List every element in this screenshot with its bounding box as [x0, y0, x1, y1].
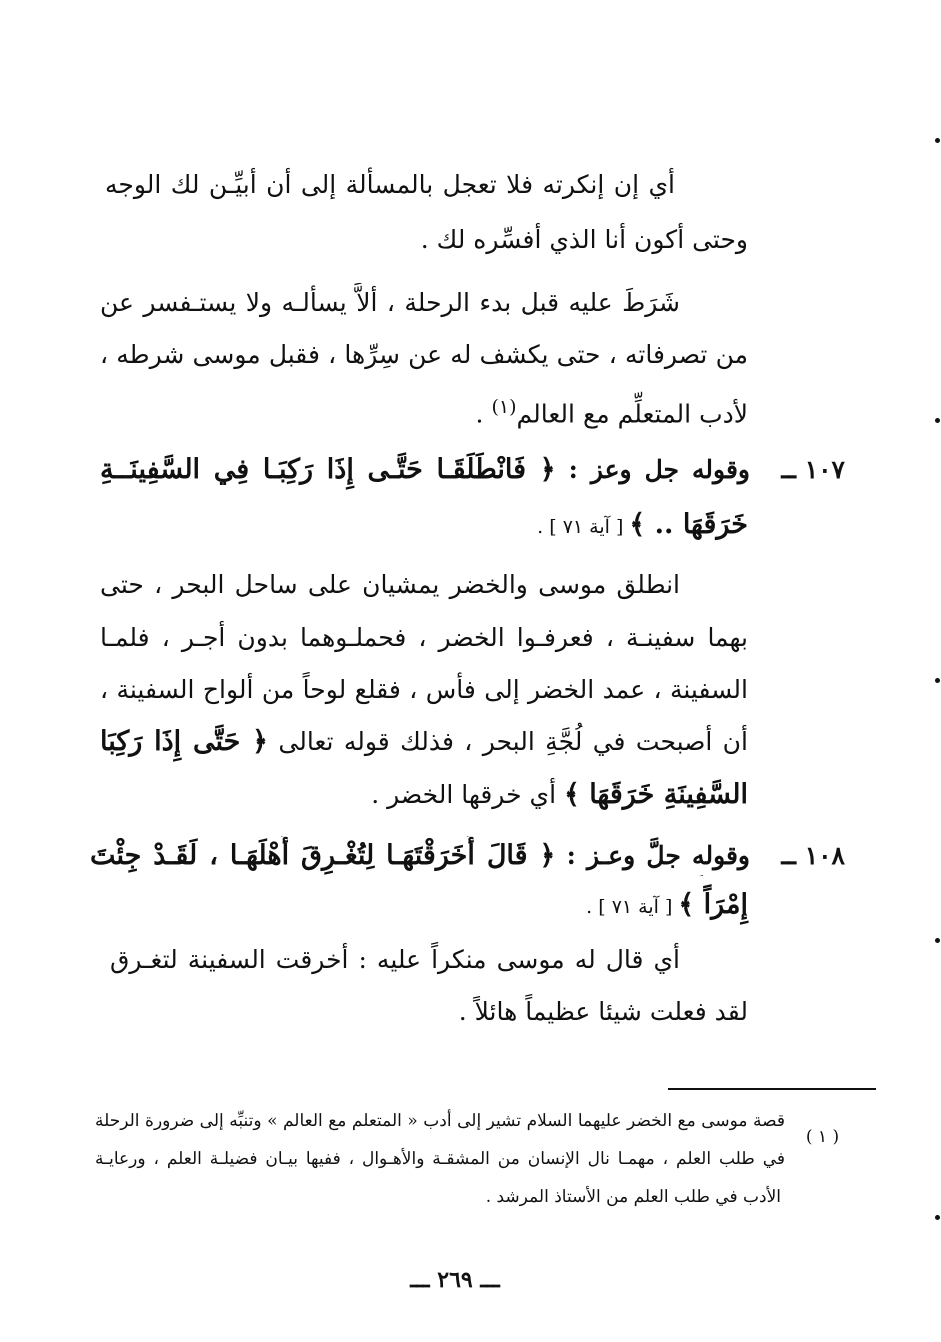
- paragraph-3-line-5: [188, 775, 748, 815]
- paragraph-2-line-3: [188, 387, 748, 427]
- paragraph-3-line-4: [100, 722, 748, 762]
- paragraph-2-line-3-text: لأدب المتعلِّم مع العالم: [516, 399, 748, 429]
- paragraph-1-line-2: وحتى أكون أنا الذي أفسِّره لك .: [420, 225, 748, 254]
- scan-mark: [935, 1215, 940, 1220]
- verse-107-citation: [ آية ٧١ ] .: [537, 516, 630, 538]
- paragraph-2-line-1: شَرَطَ عليه قبل بدء الرحلة ، ألاَّ يسألـه ولا يستـفسر عن: [100, 288, 680, 317]
- paragraph-3-line-4-quran: ﴿ حَتَّى إِذَا رَكِبَا: [100, 726, 268, 757]
- paragraph-3-line-5-quran: السَّفِينَةِ خَرَقَهَا ﴾: [563, 779, 748, 810]
- verse-107-number: ١٠٧ ــ: [781, 455, 845, 484]
- footnote-line-3: الأدب في طلب العلم من الأستاذ المرشد .: [485, 1187, 781, 1207]
- footnote-line-2: في طلب العلم ، مهمـا نال الإنسان من المشقـة والأهـوال ، ففيها بيـان فضيلـة العلم ، ورعايـة: [95, 1149, 785, 1169]
- verse-108-line-2: [188, 885, 748, 925]
- verse-107-line-1: [100, 450, 750, 490]
- paragraph-4-line-1: أي قال له موسى منكراً عليه : أخرقت السفينة لتغـرق: [110, 945, 680, 974]
- scan-mark: [935, 138, 940, 143]
- paragraph-1-line-1: أي إن إنكرته فلا تعجل بالمسألة إلى أن أبيِّـن لك الوجه: [105, 170, 675, 199]
- verse-108-quran-2: إِمْرَاً ﴾: [678, 889, 748, 920]
- paragraph-2-line-3-end: .: [475, 399, 492, 429]
- paragraph-3-line-1: انطلق موسى والخضر يمشيان على ساحل البحر ، حتى: [100, 570, 680, 599]
- verse-107-quran-1: ﴿ فَانْطَلَقَـا حَتَّـى إِذَا رَكِبَـا فِي السَّفِينَــةِ: [100, 454, 556, 485]
- verse-108-number: ١٠٨ ــ: [781, 841, 845, 870]
- page-number: ـــ ٢٦٩ ـــ: [410, 1267, 500, 1293]
- verse-108-line-1: [90, 836, 750, 876]
- verse-107-intro: وقوله جل وعز :: [555, 455, 750, 484]
- footnote-separator: [668, 1088, 876, 1090]
- paragraph-3-line-5-text: أي خرقها الخضر .: [371, 780, 564, 809]
- scan-mark: [935, 678, 940, 683]
- paragraph-2-line-2: من تصرفاته ، حتى يكشف له عن سِرِّها ، فقبل موسى شرطه ،: [100, 340, 748, 369]
- paragraph-3-line-3: السفينة ، عمد الخضر إلى فأس ، فقلع لوحاً من ألواح السفينة ،: [100, 675, 748, 704]
- verse-108-quran-1: ﴿ قَالَ أَخَرَقْتَهَـا لِتُغْـرِقَ أَهْلَهَـا ، لَقَـدْ جِئْتَ: [90, 840, 556, 871]
- footnote-reference: (١): [491, 396, 517, 418]
- scan-mark: [935, 418, 940, 423]
- paragraph-3-line-4-text: أن أصبحت في لُجَّةِ البحر ، فذلك قوله تعالى: [267, 727, 748, 756]
- verse-107-line-2: [188, 505, 748, 545]
- footnote-line-1: قصة موسى مع الخضر عليهما السلام تشير إلى أدب « المتعلم مع العالم » وتنبِّه إلى ضرورة الرحلة: [95, 1111, 785, 1131]
- footnote-marker: ( ١ ): [805, 1127, 840, 1147]
- paragraph-4-line-2: لقد فعلت شيئا عظيماً هائلاً .: [458, 997, 748, 1026]
- paragraph-3-line-2: بهما سفينـة ، فعرفـوا الخضر ، فحملـوهما بدون أجـر ، فلمـا: [100, 623, 748, 652]
- verse-108-citation: [ آية ٧١ ] .: [586, 896, 679, 918]
- verse-107-quran-2: خَرَقَهَا .. ﴾: [629, 509, 748, 540]
- scan-mark: [935, 938, 940, 943]
- verse-108-intro: وقوله جلَّ وعـز :: [555, 841, 750, 870]
